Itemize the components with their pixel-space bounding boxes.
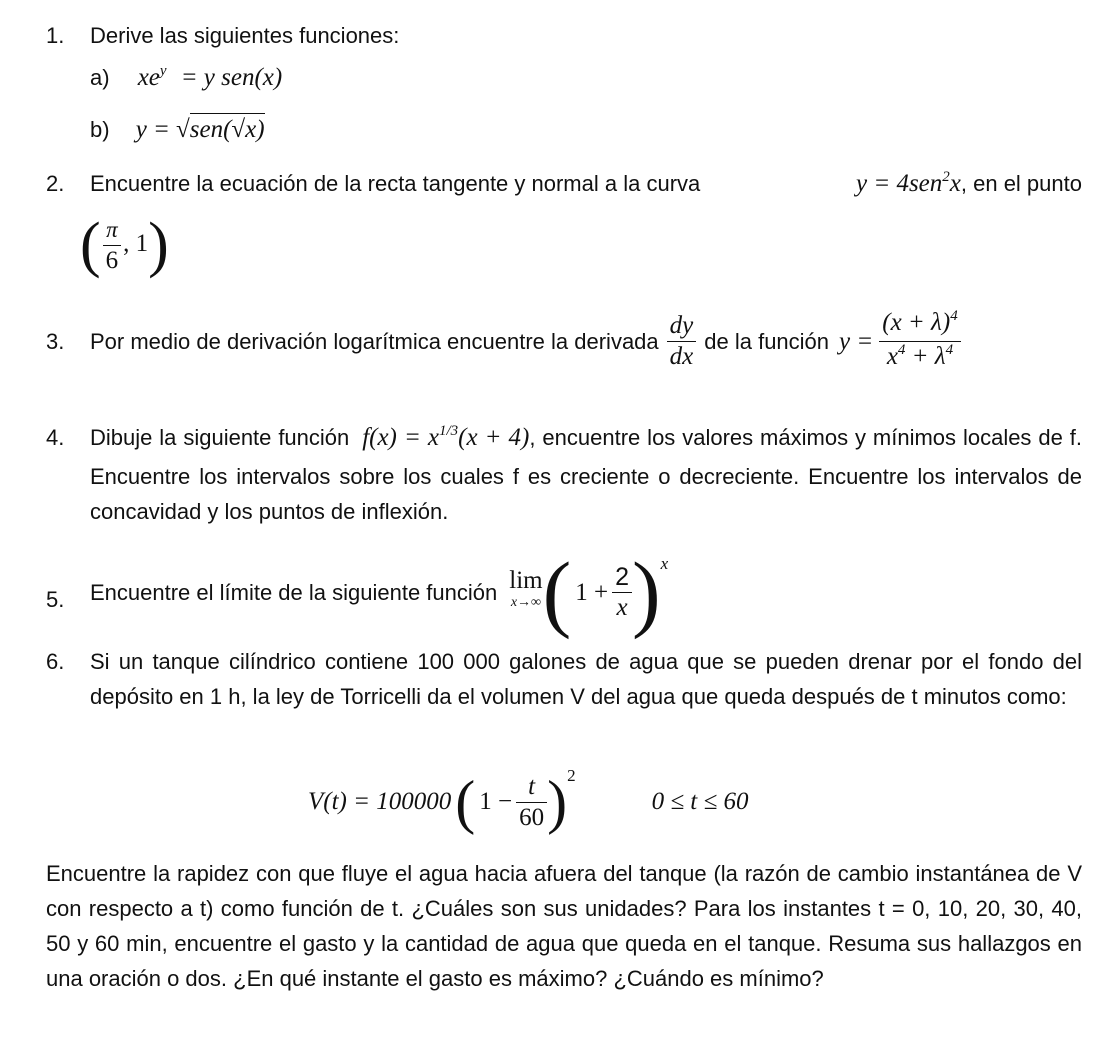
curve-equation: y = 4sen: [855, 170, 943, 197]
question-number: 1.: [46, 23, 65, 48]
formula-one-minus: 1 −: [479, 788, 513, 815]
question-number: 3.: [46, 329, 65, 354]
left-paren: (: [80, 211, 101, 279]
question-text: Por medio de derivación logarítmica encuentre la derivada: [90, 329, 659, 354]
question-5: [46, 544, 1082, 640]
question-number: 6.: [46, 649, 65, 674]
question-text: Derive las siguientes funciones:: [90, 23, 400, 48]
item-label: b): [90, 117, 110, 142]
item-label: a): [90, 65, 110, 90]
question-text: Encuentre la ecuación de la recta tangente y normal a la curva: [90, 171, 701, 196]
right-paren: ): [148, 211, 169, 279]
closing-text: Encuentre la rapidez con que fluye el agua hacia afuera del tanque (la razón de cambio instantánea de V con respecto a t) como función de t. ¿Cuáles son sus unidades? Para los instantes t = 0, 10, 20, 30, 40, 50 y 60 min, encuentre el gasto y la cantidad de agua que queda en el tanque. Resuma sus hallazgos en una oración o dos. ¿En qué instante el gasto es máximo? ¿Cuándo es mínimo?: [46, 861, 1082, 991]
equation-lhs: xe: [137, 64, 160, 91]
question-text-after: , encuentre los valores máximos y mínimos locales de f. Encuentre los intervalos sobre los cuales f es creciente o decreciente. Encuentre los intervalos de concavidad y los puntos de inflexión.: [90, 425, 1082, 524]
limit-operator: lim x→∞: [509, 567, 543, 610]
function-exponent: 1/3: [438, 423, 459, 439]
question-6-closing: [46, 856, 1082, 996]
question-1a: [90, 60, 990, 99]
limit-fraction: $\frac{2}{x}$: [612, 562, 632, 623]
question-text: Encuentre el límite de la siguiente función: [90, 579, 498, 605]
question-text: Si un tanque cilíndrico contiene 100 000 galones de agua que se pueden drenar por el fondo del depósito en 1 h, la ley de Torricelli da el volumen V del agua que queda después de t minutos como:: [90, 649, 1082, 709]
torricelli-formula: [308, 762, 868, 842]
question-1b: [90, 112, 990, 147]
right-paren: ): [632, 544, 661, 640]
equation-rhs: = y sen(x): [180, 64, 283, 91]
question-number: 4.: [46, 425, 65, 450]
curve-exponent: 2: [942, 169, 950, 185]
function-fraction: $\frac{(x + \lambda)^4}{x^4 + \lambda^4}$: [879, 308, 960, 375]
left-paren: (: [542, 544, 572, 640]
formula-domain: 0 ≤ t ≤ 60: [651, 788, 749, 815]
point-x-fraction: $\frac{\pi}{6}$: [103, 215, 122, 276]
curve-variable: x: [949, 170, 961, 197]
function-factor: (x + 4): [458, 424, 530, 451]
point-coordinates: [80, 211, 280, 279]
limit-one-plus: 1 +: [575, 578, 609, 606]
radicand: sen(√x): [190, 113, 265, 143]
formula-lhs: V(t) = 100000: [308, 788, 452, 815]
equation-lhs: y =: [135, 116, 170, 143]
point-y: , 1: [123, 229, 149, 257]
question-text: Dibuje la siguiente función: [90, 425, 350, 450]
question-text-after: , en el punto: [960, 171, 1082, 196]
right-paren: ): [547, 769, 568, 835]
formula-exponent: 2: [567, 766, 576, 785]
function-lhs: y =: [839, 328, 874, 355]
function-definition: f(x) = x: [362, 424, 439, 451]
question-number: 5.: [46, 587, 65, 612]
derivative-fraction: $\frac{dy}{dx}$: [667, 311, 697, 372]
formula-fraction: $\frac{t}{60}$: [516, 772, 547, 833]
equation-exponent: y: [159, 63, 167, 79]
question-number: 2.: [46, 171, 65, 196]
question-text-mid: de la función: [704, 329, 830, 354]
radical-sign: √: [176, 116, 190, 143]
left-paren: (: [455, 769, 476, 835]
limit-exponent: x: [660, 554, 669, 573]
